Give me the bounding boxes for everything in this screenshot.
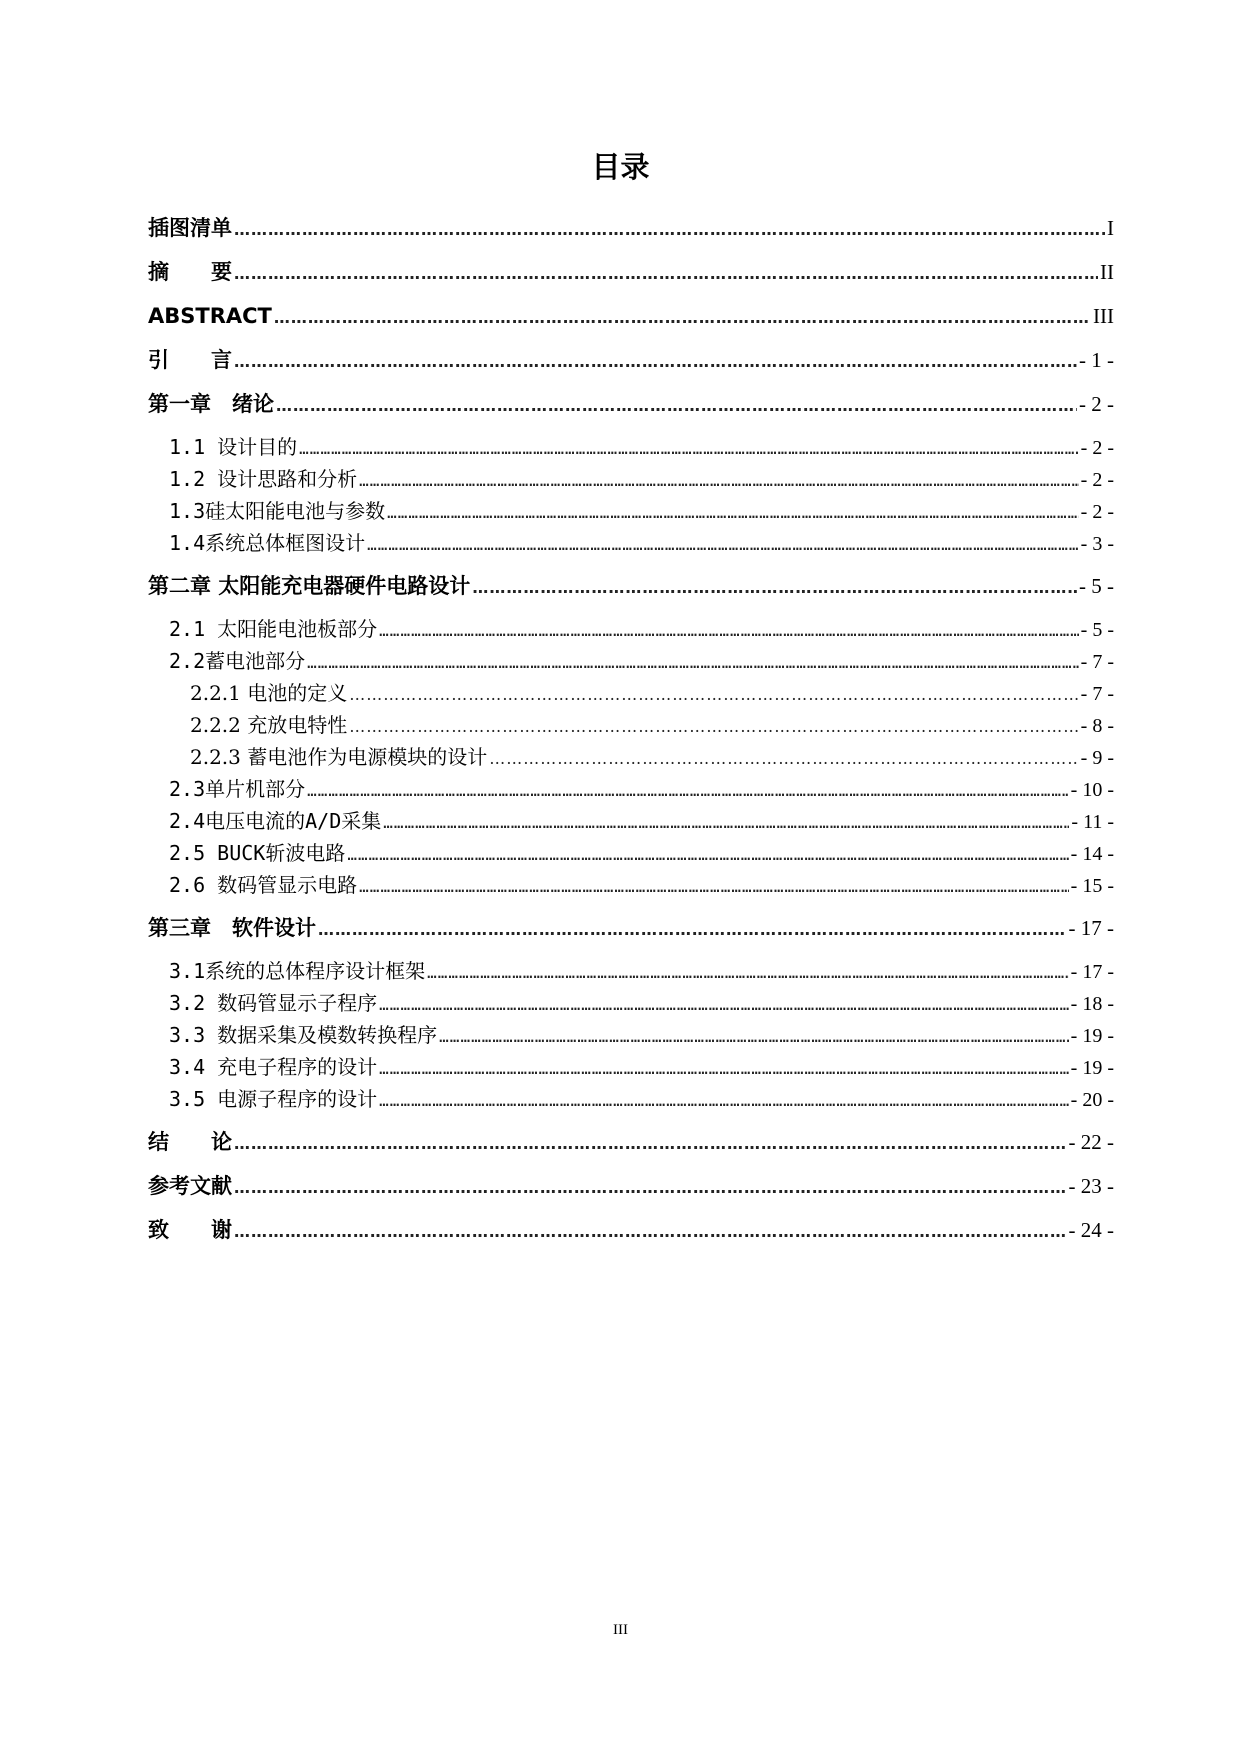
toc-entry-page: - 2 - [1080,469,1114,491]
toc-entry-label: 2.2.3 蓄电池作为电源模块的设计 [190,745,488,769]
toc-entry-label: 致 谢 [148,1218,232,1242]
dot-leader [276,389,1077,422]
toc-entry[interactable] [148,1170,1114,1203]
dot-leader [234,213,1105,246]
dot-leader [349,679,1078,711]
toc-entry[interactable] [148,805,1114,837]
dot-leader [359,871,1069,903]
toc-entry-page: - 8 - [1080,715,1114,737]
dot-leader [347,839,1068,871]
toc-entry-label: 第三章 软件设计 [148,916,316,940]
toc-entry[interactable] [148,1019,1114,1051]
toc-entry-label: 3.3 数据采集及模数转换程序 [169,1023,438,1047]
toc-entry-page: - 17 - [1068,916,1114,940]
page-number: III [613,1622,628,1638]
toc-entry[interactable] [148,773,1114,805]
toc-entry-page: - 5 - [1079,574,1114,598]
toc-entry-label: ABSTRACT [148,304,272,328]
toc-entry[interactable] [148,431,1114,463]
toc-entry-label: 2.6 数码管显示电路 [169,873,358,897]
toc-entry-label: 结 论 [148,1130,232,1154]
dot-leader [234,1171,1067,1204]
dot-leader [318,913,1067,946]
toc-entry-label: 摘 要 [148,260,232,284]
toc-entry-label: 引 言 [148,348,232,372]
toc-entry[interactable] [148,1214,1114,1247]
dot-leader [234,1127,1067,1160]
toc-entry-page: - 5 - [1080,619,1114,641]
toc-entry-label: 2.1 太阳能电池板部分 [169,617,378,641]
dot-leader [299,433,1079,465]
toc-entry[interactable] [148,837,1114,869]
dot-leader [234,345,1077,378]
toc-entry-page: III [1093,304,1114,328]
dot-leader [379,615,1079,647]
toc-entry[interactable] [148,1083,1114,1115]
toc-entry[interactable] [148,527,1114,559]
dot-leader [439,1021,1069,1053]
dot-leader [383,807,1069,839]
toc-entry-label: 1.1 设计目的 [169,435,298,459]
dot-leader [387,497,1079,529]
toc-entry[interactable] [148,987,1114,1019]
toc-entry-page: - 15 - [1070,875,1114,897]
toc-entry[interactable] [148,912,1114,945]
toc-entry-page: - 3 - [1080,533,1114,555]
toc-entry-label: 参考文献 [148,1174,232,1198]
dot-leader [359,465,1079,497]
toc-entry-label: 2.4电压电流的A/D采集 [169,809,382,833]
dot-leader [472,571,1077,604]
toc-entry[interactable] [148,463,1114,495]
dot-leader [379,1085,1069,1117]
toc-entry[interactable] [148,709,1114,741]
toc-entry-label: 3.4 充电子程序的设计 [169,1055,378,1079]
toc-entry-page: - 22 - [1068,1130,1114,1154]
toc-title: 目录 [591,150,650,184]
toc-entry-label: 2.2.2 充放电特性 [190,713,348,737]
toc-entry-page: II [1100,260,1114,284]
toc-entry-page: - 18 - [1070,993,1114,1015]
toc-entry-label: 1.3硅太阳能电池与参数 [169,499,386,523]
toc-entry-label: 插图清单 [148,216,232,240]
toc-entry[interactable] [148,256,1114,289]
dot-leader [489,743,1078,775]
toc-entry-page: - 7 - [1080,683,1114,705]
toc-entry-label: 2.2.1 电池的定义 [190,681,348,705]
toc-entry-page: - 1 - [1079,348,1114,372]
toc-entry[interactable] [148,388,1114,421]
dot-leader [234,1215,1067,1248]
toc-entry[interactable] [148,677,1114,709]
toc-entry[interactable] [148,495,1114,527]
toc-entry[interactable] [148,645,1114,677]
dot-leader [427,957,1069,989]
dot-leader [349,711,1078,743]
dot-leader [367,529,1079,561]
toc-entry-page: - 11 - [1071,811,1114,833]
toc-entry-page: - 2 - [1080,501,1114,523]
toc-entry-label: 3.5 电源子程序的设计 [169,1087,378,1111]
dot-leader [234,257,1098,290]
toc-entry-page: - 23 - [1068,1174,1114,1198]
toc-entry-page: - 9 - [1080,747,1114,769]
toc-entry-page: - 20 - [1070,1089,1114,1111]
toc-entry-page: - 2 - [1080,437,1114,459]
toc-entry-page: - 24 - [1068,1218,1114,1242]
toc-entry-label: 3.1系统的总体程序设计框架 [169,959,426,983]
dot-leader [307,647,1079,679]
toc-entry-label: 2.2蓄电池部分 [169,649,306,673]
toc-entry-page: - 10 - [1070,779,1114,801]
toc-entry-label: 第一章 绪论 [148,392,274,416]
toc-entry[interactable] [148,570,1114,603]
dot-leader [307,775,1069,807]
toc-entry-page: - 7 - [1080,651,1114,673]
toc-entry-page: I [1107,216,1114,240]
toc-entry-page: - 19 - [1070,1025,1114,1047]
dot-leader [274,301,1091,334]
toc-entry[interactable] [148,955,1114,987]
table-of-contents [148,212,1114,1247]
toc-entry-label: 2.3单片机部分 [169,777,306,801]
toc-entry-label: 3.2 数码管显示子程序 [169,991,378,1015]
toc-entry[interactable] [148,1126,1114,1159]
toc-entry[interactable] [148,869,1114,901]
toc-entry[interactable] [148,212,1114,245]
toc-entry-label: 2.5 BUCK斩波电路 [169,841,346,865]
dot-leader [379,989,1069,1021]
toc-entry[interactable] [148,300,1114,333]
toc-entry[interactable] [148,613,1114,645]
toc-entry[interactable] [148,741,1114,773]
dot-leader [379,1053,1069,1085]
toc-entry-page: - 14 - [1070,843,1114,865]
toc-entry-page: - 19 - [1070,1057,1114,1079]
toc-entry[interactable] [148,344,1114,377]
toc-entry-label: 第二章 太阳能充电器硬件电路设计 [148,574,471,598]
toc-entry-page: - 17 - [1070,961,1114,983]
toc-entry-label: 1.2 设计思路和分析 [169,467,358,491]
toc-entry[interactable] [148,1051,1114,1083]
toc-entry-page: - 2 - [1079,392,1114,416]
toc-entry-label: 1.4系统总体框图设计 [169,531,366,555]
